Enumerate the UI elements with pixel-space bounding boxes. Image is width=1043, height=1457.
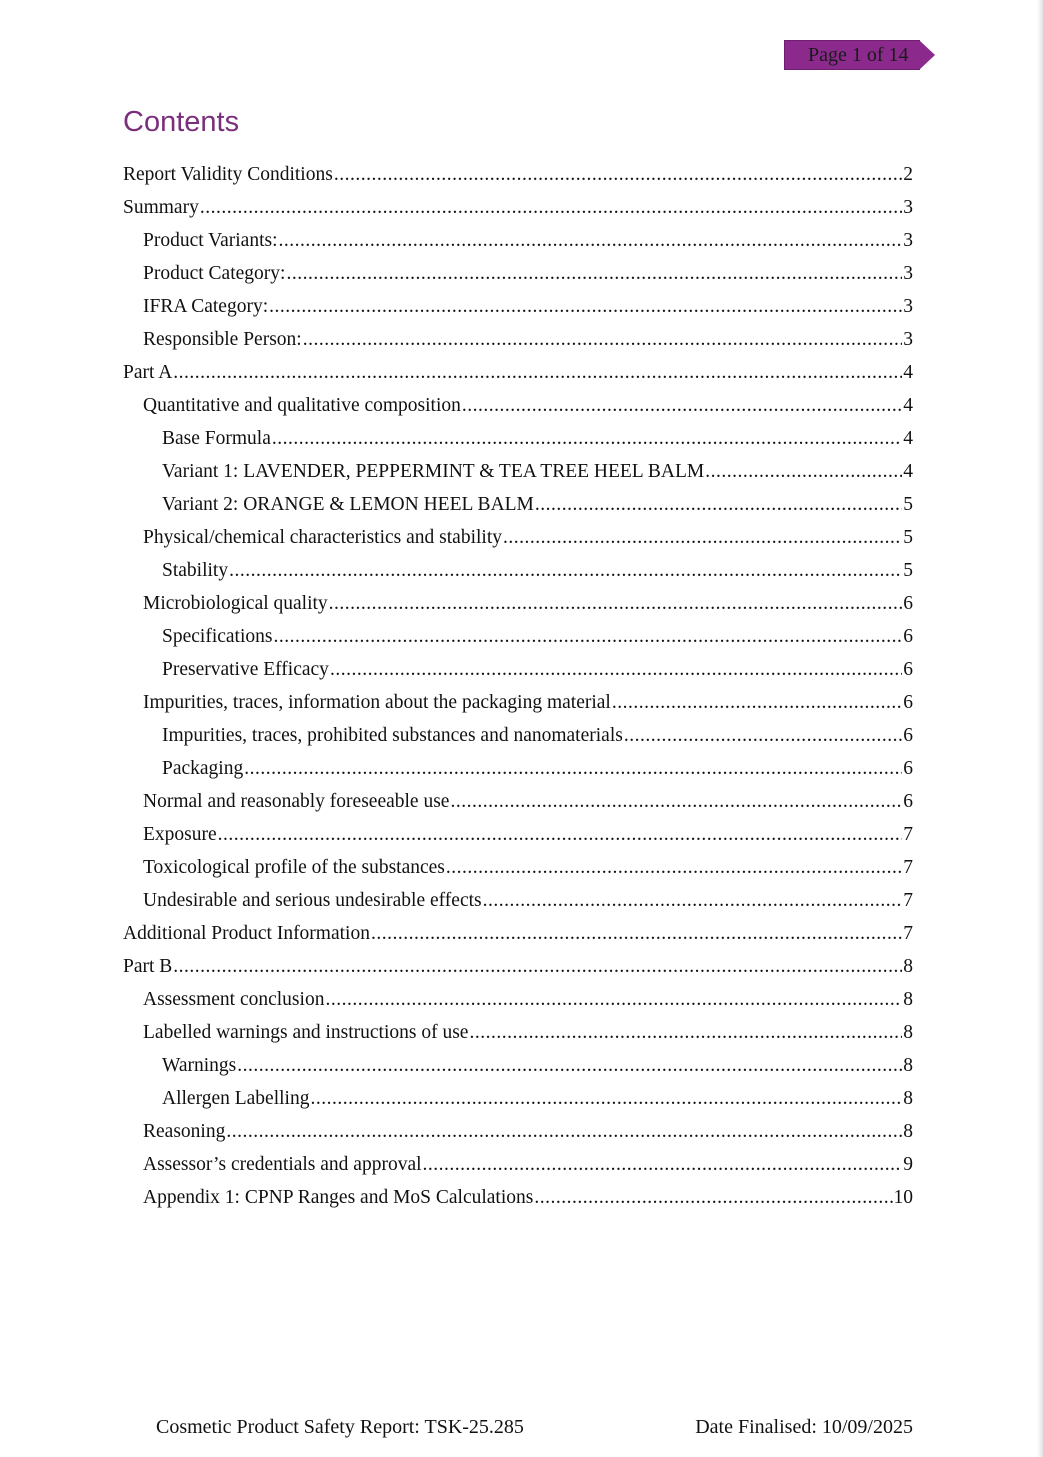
toc-dot-leader bbox=[286, 263, 902, 285]
toc-entry-label: Undesirable and serious undesirable effects bbox=[143, 890, 482, 911]
toc-dot-leader bbox=[279, 230, 903, 252]
badge-arrow-icon bbox=[919, 40, 935, 70]
page-edge-shadow bbox=[1037, 0, 1043, 1457]
toc-entry-page: 4 bbox=[903, 395, 913, 416]
toc-entry-page: 3 bbox=[903, 230, 913, 251]
toc-entry[interactable] bbox=[123, 857, 913, 890]
toc-entry[interactable] bbox=[123, 1088, 913, 1121]
toc-entry-page: 8 bbox=[903, 1055, 913, 1076]
toc-dot-leader bbox=[462, 395, 902, 417]
toc-entry[interactable] bbox=[123, 560, 913, 593]
toc-entry-label: Exposure bbox=[143, 824, 217, 845]
toc-entry-label: Assessor’s credentials and approval bbox=[143, 1154, 422, 1175]
toc-dot-leader bbox=[450, 791, 902, 813]
toc-dot-leader bbox=[273, 626, 902, 648]
toc-entry-page: 8 bbox=[903, 956, 913, 977]
toc-entry[interactable] bbox=[123, 1187, 913, 1220]
toc-entry[interactable] bbox=[123, 362, 913, 395]
toc-entry[interactable] bbox=[123, 1055, 913, 1088]
toc-entry[interactable] bbox=[123, 395, 913, 428]
toc-entry[interactable] bbox=[123, 725, 913, 758]
toc-entry-page: 8 bbox=[903, 1022, 913, 1043]
toc-entry-label: Appendix 1: CPNP Ranges and MoS Calculations bbox=[143, 1187, 534, 1208]
toc-entry[interactable] bbox=[123, 1154, 913, 1187]
toc-dot-leader bbox=[237, 1055, 902, 1077]
toc-entry-page: 8 bbox=[903, 1121, 913, 1142]
toc-entry-label: Product Category: bbox=[143, 263, 286, 284]
footer-date: Date Finalised: 10/09/2025 bbox=[695, 1416, 913, 1438]
toc-entry-page: 6 bbox=[903, 758, 913, 779]
toc-entry-page: 6 bbox=[903, 593, 913, 614]
toc-dot-leader bbox=[446, 857, 902, 879]
toc-entry-label: Normal and reasonably foreseeable use bbox=[143, 791, 450, 812]
toc-entry[interactable] bbox=[123, 461, 913, 494]
toc-entry[interactable] bbox=[123, 263, 913, 296]
toc-entry-label: Product Variants: bbox=[143, 230, 278, 251]
toc-entry-label: Additional Product Information bbox=[123, 923, 370, 944]
toc-entry[interactable] bbox=[123, 494, 913, 527]
toc-entry[interactable] bbox=[123, 989, 913, 1022]
toc-entry-page: 4 bbox=[903, 362, 913, 383]
toc-entry-label: Report Validity Conditions bbox=[123, 164, 333, 185]
toc-entry[interactable] bbox=[123, 659, 913, 692]
toc-entry-page: 8 bbox=[903, 1088, 913, 1109]
toc-entry-page: 9 bbox=[903, 1154, 913, 1175]
toc-dot-leader bbox=[334, 164, 902, 186]
toc-dot-leader bbox=[329, 593, 903, 615]
toc-entry[interactable] bbox=[123, 329, 913, 362]
toc-dot-leader bbox=[705, 461, 902, 483]
toc-entry-page: 3 bbox=[903, 329, 913, 350]
toc-entry[interactable] bbox=[123, 230, 913, 263]
toc-entry[interactable] bbox=[123, 593, 913, 626]
toc-entry-page: 4 bbox=[903, 461, 913, 482]
toc-entry-page: 5 bbox=[903, 560, 913, 581]
toc-entry-label: Specifications bbox=[162, 626, 273, 647]
toc-entry-page: 7 bbox=[903, 824, 913, 845]
toc-dot-leader bbox=[229, 560, 902, 582]
toc-entry-page: 5 bbox=[903, 527, 913, 548]
toc-dot-leader bbox=[310, 1088, 902, 1110]
toc-entry-label: Base Formula bbox=[162, 428, 271, 449]
toc-entry-page: 2 bbox=[903, 164, 913, 185]
toc-entry-label: Physical/chemical characteristics and stability bbox=[143, 527, 502, 548]
toc-dot-leader bbox=[503, 527, 902, 549]
toc-dot-leader bbox=[272, 428, 902, 450]
toc-entry-page: 6 bbox=[903, 791, 913, 812]
toc-entry-label: Allergen Labelling bbox=[162, 1088, 310, 1109]
toc-entry[interactable] bbox=[123, 428, 913, 461]
toc-entry-label: Assessment conclusion bbox=[143, 989, 325, 1010]
toc-entry-page: 5 bbox=[903, 494, 913, 515]
toc-entry-label: Quantitative and qualitative composition bbox=[143, 395, 461, 416]
toc-entry-page: 7 bbox=[903, 923, 913, 944]
toc-entry-label: IFRA Category: bbox=[143, 296, 269, 317]
toc-entry-page: 3 bbox=[903, 263, 913, 284]
toc-entry-label: Microbiological quality bbox=[143, 593, 328, 614]
toc-dot-leader bbox=[469, 1022, 902, 1044]
toc-entry-label: Impurities, traces, prohibited substances and nanomaterials bbox=[162, 725, 623, 746]
toc-entry[interactable] bbox=[123, 1022, 913, 1055]
toc-entry[interactable] bbox=[123, 824, 913, 857]
toc-dot-leader bbox=[218, 824, 903, 846]
toc-entry-page: 6 bbox=[903, 626, 913, 647]
toc-entry[interactable] bbox=[123, 296, 913, 329]
toc-entry-label: Labelled warnings and instructions of use bbox=[143, 1022, 469, 1043]
toc-entry[interactable] bbox=[123, 890, 913, 923]
toc-entry[interactable] bbox=[123, 791, 913, 824]
toc-entry-page: 6 bbox=[903, 659, 913, 680]
toc-entry-label: Warnings bbox=[162, 1055, 237, 1076]
toc-entry-page: 6 bbox=[903, 725, 913, 746]
toc-entry-label: Toxicological profile of the substances bbox=[143, 857, 445, 878]
toc-dot-leader bbox=[303, 329, 903, 351]
toc-dot-leader bbox=[173, 956, 902, 978]
toc-dot-leader bbox=[330, 659, 902, 681]
toc-entry-page: 8 bbox=[903, 989, 913, 1010]
toc-dot-leader bbox=[371, 923, 902, 945]
toc-entry-page: 3 bbox=[903, 197, 913, 218]
toc-dot-leader bbox=[244, 758, 902, 780]
toc-entry-page: 6 bbox=[903, 692, 913, 713]
toc-dot-leader bbox=[535, 494, 902, 516]
toc-dot-leader bbox=[200, 197, 902, 219]
toc-dot-leader bbox=[269, 296, 902, 318]
toc-dot-leader bbox=[534, 1187, 892, 1209]
page-indicator: Page 1 of 14 bbox=[808, 44, 909, 66]
toc-entry-page: 7 bbox=[903, 890, 913, 911]
toc-entry[interactable] bbox=[123, 197, 913, 230]
toc-entry[interactable] bbox=[123, 164, 913, 197]
toc-entry[interactable] bbox=[123, 758, 913, 791]
toc-entry-page: 4 bbox=[903, 428, 913, 449]
toc-dot-leader bbox=[483, 890, 903, 912]
toc-entry-label: Variant 2: ORANGE & LEMON HEEL BALM bbox=[162, 494, 534, 515]
toc-dot-leader bbox=[624, 725, 902, 747]
toc-entry-page: 10 bbox=[893, 1187, 913, 1208]
toc-dot-leader bbox=[612, 692, 902, 714]
toc-entry-label: Part B bbox=[123, 956, 173, 977]
toc-entry[interactable] bbox=[123, 692, 913, 725]
toc-entry[interactable] bbox=[123, 527, 913, 560]
toc-entry-label: Variant 1: LAVENDER, PEPPERMINT & TEA TREE HEEL BALM bbox=[162, 461, 705, 482]
toc-entry-label: Responsible Person: bbox=[143, 329, 302, 350]
toc-entry-label: Part A bbox=[123, 362, 173, 383]
footer-report-id: Cosmetic Product Safety Report: TSK-25.285 bbox=[156, 1416, 524, 1438]
toc-entry[interactable] bbox=[123, 1121, 913, 1154]
page-number-badge bbox=[784, 40, 936, 70]
toc-entry[interactable] bbox=[123, 956, 913, 989]
toc-entry-label: Impurities, traces, information about the packaging material bbox=[143, 692, 611, 713]
toc-dot-leader bbox=[173, 362, 902, 384]
contents-heading: Contents bbox=[123, 106, 240, 138]
toc-entry-label: Reasoning bbox=[143, 1121, 226, 1142]
toc-dot-leader bbox=[325, 989, 902, 1011]
toc-entry-label: Packaging bbox=[162, 758, 244, 779]
toc-entry-page: 3 bbox=[903, 296, 913, 317]
toc-entry-page: 7 bbox=[903, 857, 913, 878]
toc-entry-label: Stability bbox=[162, 560, 229, 581]
toc-entry-label: Summary bbox=[123, 197, 199, 218]
table-of-contents bbox=[123, 164, 913, 1220]
toc-entry-label: Preservative Efficacy bbox=[162, 659, 329, 680]
toc-entry[interactable] bbox=[123, 923, 913, 956]
toc-dot-leader bbox=[226, 1121, 902, 1143]
toc-entry[interactable] bbox=[123, 626, 913, 659]
toc-dot-leader bbox=[423, 1154, 903, 1176]
